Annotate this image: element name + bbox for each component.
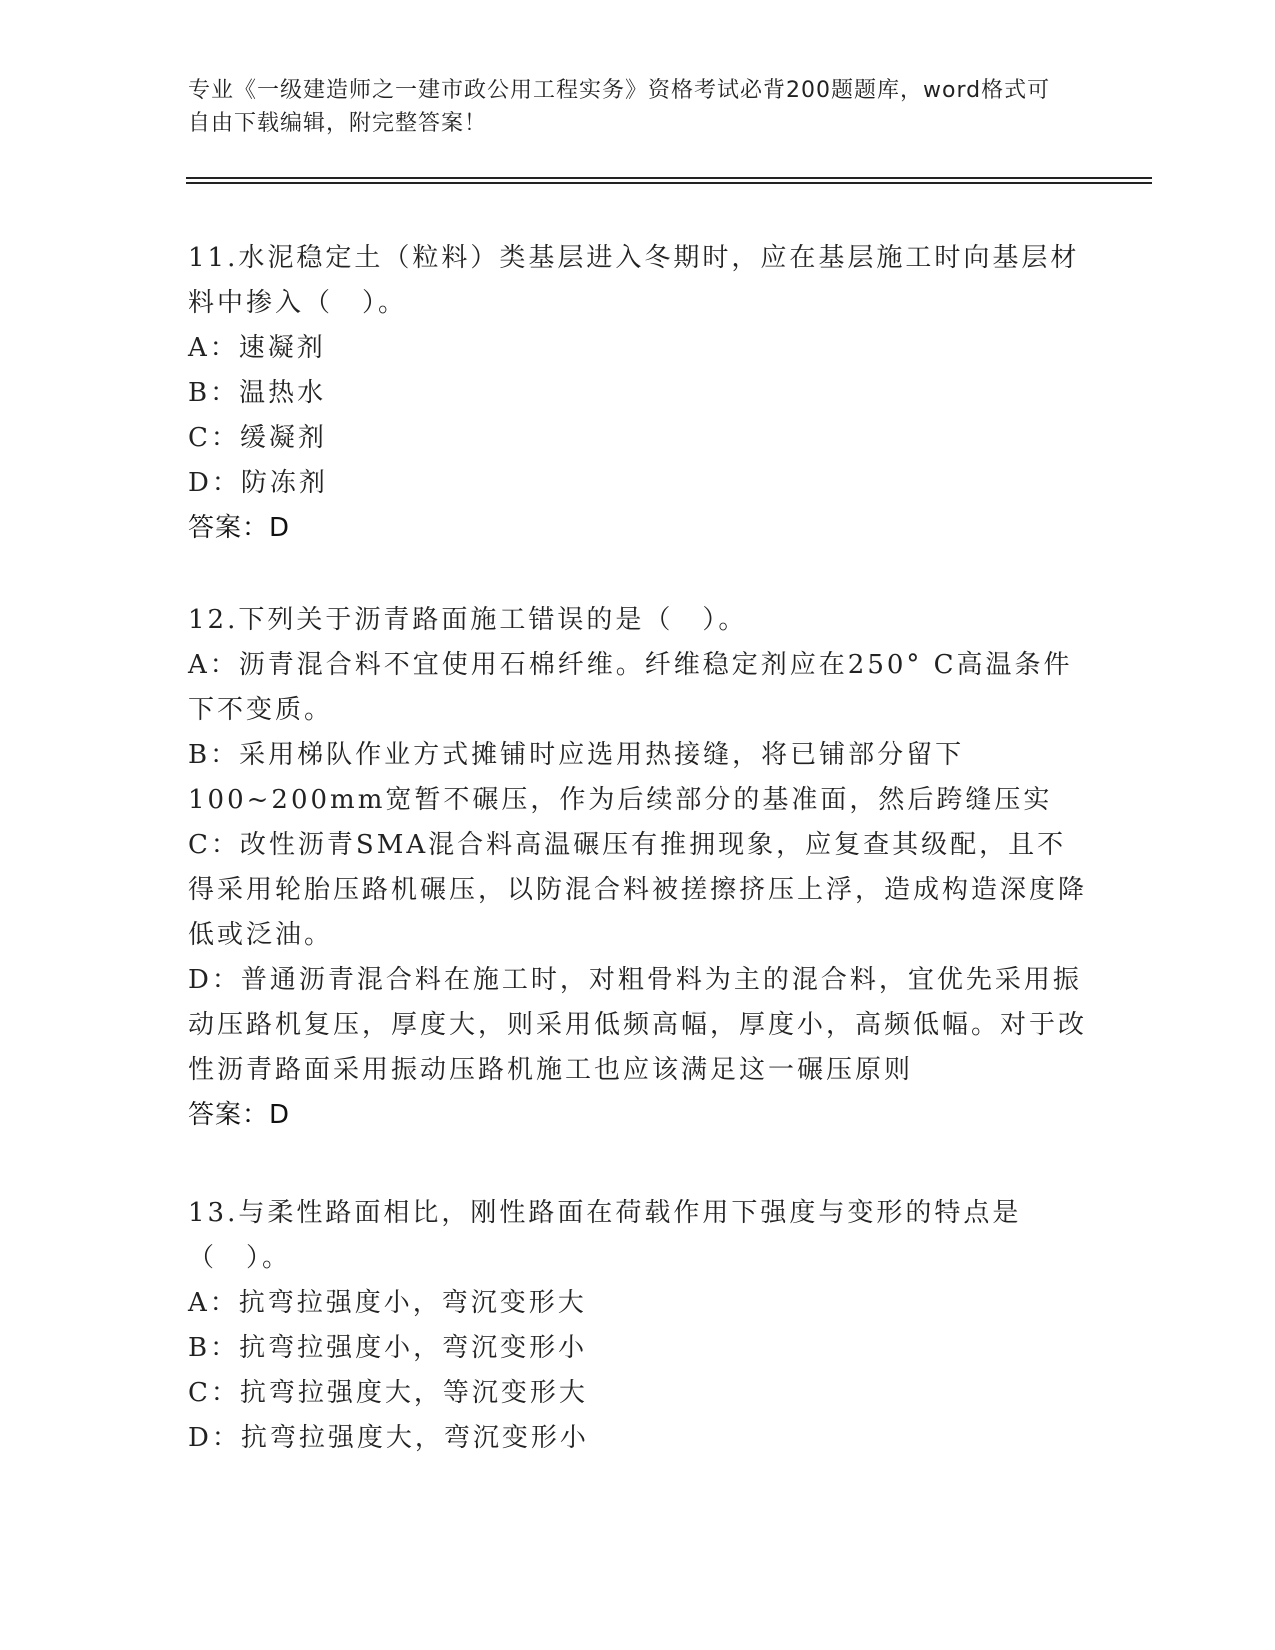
answer-line: 答案：D [188, 513, 291, 543]
header-divider-bottom [186, 182, 1152, 184]
option-d: D：防冻剂 [188, 468, 328, 498]
document-header: 专业《一级建造师之一建市政公用工程实务》资格考试必背200题题库，word格式可自由下载编辑，附完整答案！ [188, 78, 1051, 136]
option-d: D：普通沥青混合料在施工时，对粗骨料为主的混合料，宜优先采用振动压路机复压，厚度大，则采用低频高幅，厚度小，高频低幅。对于改性沥青路面采用振动压路机施工也应该满足这一碾压原则 [188, 965, 1088, 1085]
option-b: B：抗弯拉强度小，弯沉变形小 [188, 1333, 588, 1363]
question-12 [188, 598, 1088, 1138]
option-a: A：抗弯拉强度小，弯沉变形大 [188, 1288, 587, 1318]
question-11 [188, 236, 1088, 551]
option-a: A：速凝剂 [188, 333, 326, 363]
option-c: C：抗弯拉强度大，等沉变形大 [188, 1378, 588, 1408]
question-stem: 12.下列关于沥青路面施工错误的是（ ）。 [188, 605, 748, 635]
question-13 [188, 1191, 1088, 1461]
question-stem: 11.水泥稳定土（粒料）类基层进入冬期时，应在基层施工时向基层材料中掺入（ ）。 [188, 243, 1080, 318]
answer-line: 答案：D [188, 1100, 291, 1130]
option-b: B：温热水 [188, 378, 327, 408]
header-divider-top [186, 177, 1152, 179]
option-b: B：采用梯队作业方式摊铺时应选用热接缝，将已铺部分留下100~200mm宽暂不碾压，作为后续部分的基准面，然后跨缝压实 [188, 740, 1053, 815]
option-d: D：抗弯拉强度大，弯沉变形小 [188, 1423, 589, 1453]
question-stem: 13.与柔性路面相比，刚性路面在荷载作用下强度与变形的特点是（ ）。 [188, 1198, 1022, 1273]
option-c: C：改性沥青SMA混合料高温碾压有推拥现象，应复查其级配，且不得采用轮胎压路机碾压，以防混合料被搓擦挤压上浮，造成构造深度降低或泛油。 [188, 830, 1088, 950]
option-a: A：沥青混合料不宜使用石棉纤维。纤维稳定剂应在250° C高温条件下不变质。 [188, 650, 1073, 725]
option-c: C：缓凝剂 [188, 423, 327, 453]
